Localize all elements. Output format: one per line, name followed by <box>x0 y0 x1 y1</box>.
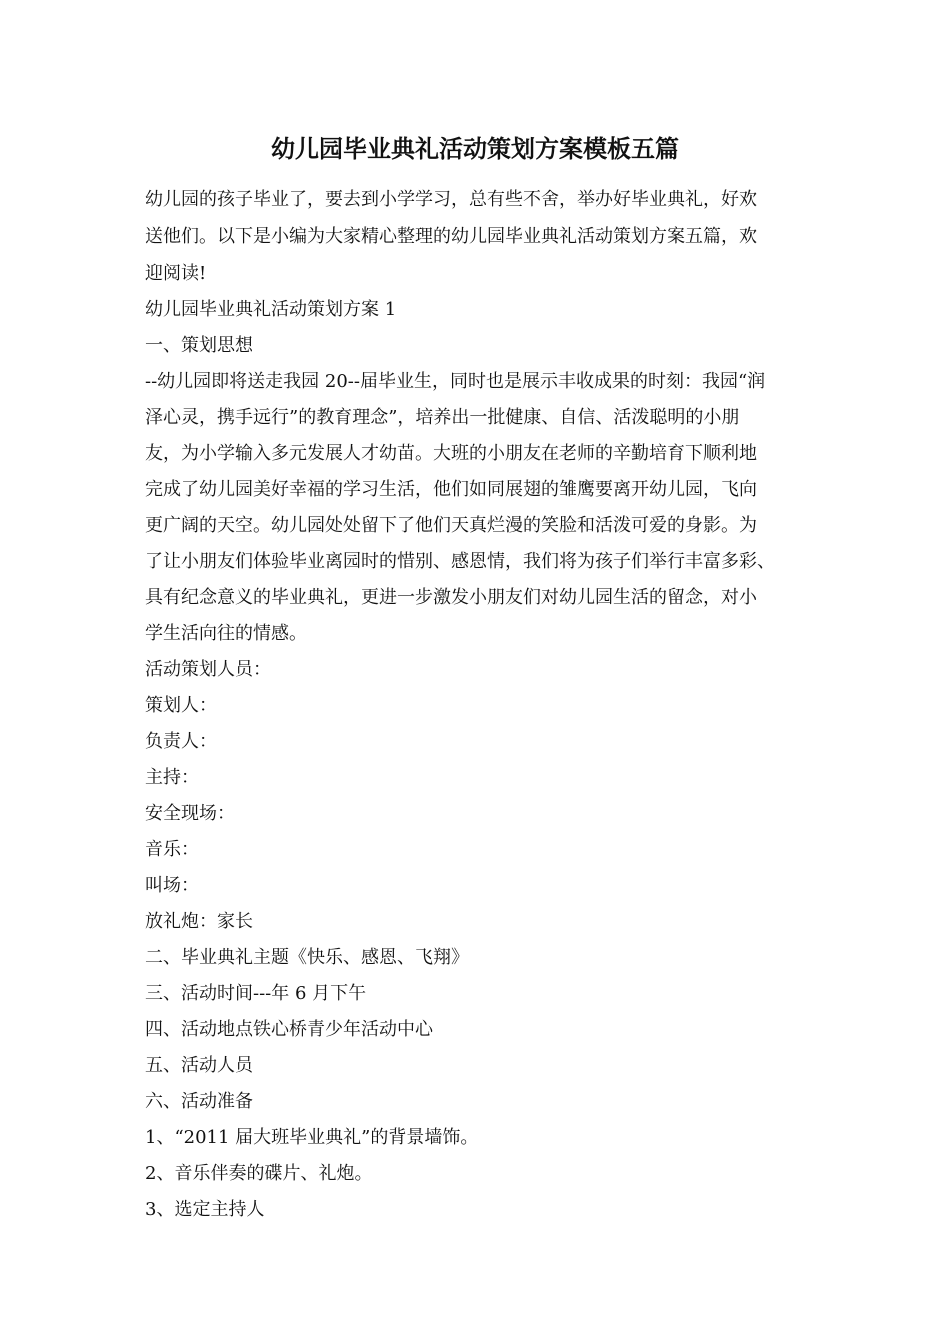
intro-line: 迎阅读! <box>145 263 207 284</box>
staff-item: 主持： <box>145 767 199 788</box>
staff-item: 叫场： <box>145 875 199 896</box>
section-heading: 二、毕业典礼主题《快乐、感恩、飞翔》 <box>145 947 469 968</box>
section-text-line: 学生活向往的情感。 <box>145 623 307 644</box>
intro-line: 送他们。以下是小编为大家精心整理的幼儿园毕业典礼活动策划方案五篇，欢 <box>145 226 757 247</box>
section-heading: 五、活动人员 <box>145 1055 253 1076</box>
document-body <box>145 181 825 1228</box>
section-heading: 一、策划思想 <box>145 335 253 356</box>
section-text-line: 完成了幼儿园美好幸福的学习生活，他们如同展翅的雏鹰要离开幼儿园，飞向 <box>145 479 757 500</box>
staff-item: 安全现场： <box>145 803 235 824</box>
prep-item: 1、“2011 届大班毕业典礼”的背景墙饰。 <box>145 1127 479 1148</box>
section-text-line: --幼儿园即将送走我园 20--届毕业生，同时也是展示丰收成果的时刻：我园“润 <box>145 371 766 392</box>
staff-item: 策划人： <box>145 695 217 716</box>
plan-heading: 幼儿园毕业典礼活动策划方案 1 <box>145 299 397 320</box>
intro-line: 幼儿园的孩子毕业了，要去到小学学习，总有些不舍，举办好毕业典礼，好欢 <box>145 189 757 210</box>
section-text-line: 了让小朋友们体验毕业离园时的惜别、感恩情，我们将为孩子们举行丰富多彩、 <box>145 551 775 572</box>
section-heading: 四、活动地点铁心桥青少年活动中心 <box>145 1019 433 1040</box>
document-title: 幼儿园毕业典礼活动策划方案模板五篇 <box>271 134 679 163</box>
prep-item: 2、音乐伴奏的碟片、礼炮。 <box>145 1163 373 1184</box>
section-text-line: 具有纪念意义的毕业典礼，更进一步激发小朋友们对幼儿园生活的留念，对小 <box>145 587 757 608</box>
prep-item: 3、选定主持人 <box>145 1199 265 1220</box>
section-text-line: 泽心灵，携手远行”的教育理念”，培养出一批健康、自信、活泼聪明的小朋 <box>145 407 740 428</box>
section-text-line: 友，为小学输入多元发展人才幼苗。大班的小朋友在老师的辛勤培育下顺利地 <box>145 443 757 464</box>
staff-item: 音乐： <box>145 839 199 860</box>
section-heading: 三、活动时间---年 6 月下午 <box>145 983 367 1004</box>
section-heading: 六、活动准备 <box>145 1091 253 1112</box>
staff-heading: 活动策划人员： <box>145 659 271 680</box>
staff-item: 放礼炮：家长 <box>145 911 253 932</box>
section-text-line: 更广阔的天空。幼儿园处处留下了他们天真烂漫的笑脸和活泼可爱的身影。为 <box>145 515 757 536</box>
staff-item: 负责人： <box>145 731 217 752</box>
